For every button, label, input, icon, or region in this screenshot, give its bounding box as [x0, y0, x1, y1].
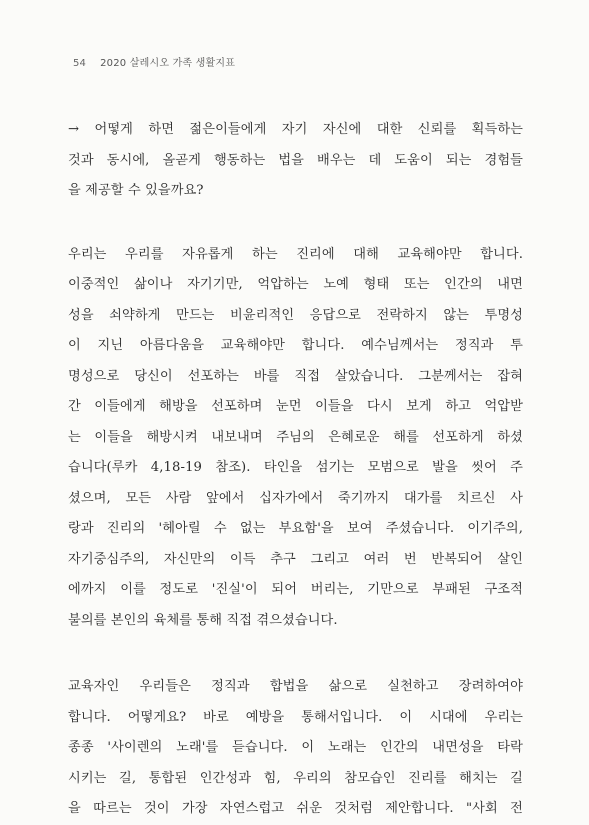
text-line: 간 이들에게 해방을 선포하며 눈먼 이들을 다시 보게 하고 억압받 — [68, 399, 523, 414]
text-line: 합니다. 어떻게요? 바로 예방을 통해서입니다. 이 시대에 우리는 — [68, 709, 523, 725]
text-line: 을 제공할 수 있을까요? — [68, 183, 204, 198]
paragraph-question — [68, 115, 523, 207]
text-line: 이 지닌 아름다움을 교육해야만 합니다. 예수님께서는 정직과 투 — [68, 338, 523, 353]
text-line: 을 따르는 것이 가장 자연스럽고 쉬운 것처럼 제안합니다. "사회 전 — [68, 801, 523, 816]
text-line: 것과 동시에, 올곧게 행동하는 법을 배우는 데 도움이 되는 경험들 — [68, 152, 523, 168]
text-line: 자기중심주의, 자신만의 이득 추구 그리고 여러 번 반복되어 살인 — [68, 551, 523, 567]
text-line: 랑과 진리의 '헤아릴 수 없는 부요함'을 보여 주셨습니다. 이기주의, — [68, 521, 523, 536]
text-line: 종종 '사이렌의 노래'를 듣습니다. 이 노래는 인간의 내면성을 타락 — [68, 740, 523, 755]
text-line: 는 이들을 해방시켜 내보내며 주님의 은혜로운 해를 선포하게 하셨 — [68, 429, 523, 445]
text-line: 불의를 본인의 육체를 통해 직접 겪으셨습니다. — [68, 612, 338, 628]
paragraph-truth-education — [68, 240, 523, 637]
paragraph-spacer — [68, 207, 523, 240]
text-line: 에까지 이를 정도로 '진실'이 되어 버리는, 기만으로 부패된 구조적 — [68, 582, 523, 597]
text-line: → 어떻게 하면 젊은이들에게 자기 자신에 대한 신뢰를 획득하는 — [68, 122, 523, 137]
running-head — [73, 54, 235, 69]
text-line: 시키는 길, 통합된 인간성과 힘, 우리의 참모습인 진리를 해치는 길 — [68, 770, 523, 786]
text-line: 명성으로 당신이 선포하는 바를 직접 살았습니다. 그분께서는 잡혀 — [68, 368, 523, 384]
text-line: 교육자인 우리들은 정직과 합법을 삶으로 실천하고 장려하여야 — [68, 679, 523, 694]
paragraph-spacer — [68, 636, 523, 672]
text-line: 이중적인 삶이나 자기기만, 억압하는 노예 형태 또는 인간의 내면 — [68, 277, 523, 292]
page-number: 54 — [73, 58, 87, 69]
text-line: 습니다(루카 4,18-19 참조). 타인을 섬기는 모범으로 발을 씻어 주 — [68, 460, 523, 475]
text-line: 성을 쇠약하게 만드는 비윤리적인 응답으로 전락하지 않는 투명성 — [68, 307, 523, 323]
body-text — [68, 115, 523, 825]
text-line: 셨으며, 모든 사람 앞에서 십자가에서 죽기까지 대가를 치르신 사 — [68, 490, 523, 506]
paragraph-educators — [68, 672, 523, 825]
text-line: 우리는 우리를 자유롭게 하는 진리에 대해 교육해야만 합니다. — [68, 246, 523, 262]
book-title: 2020 살레시오 가족 생활지표 — [100, 58, 236, 69]
